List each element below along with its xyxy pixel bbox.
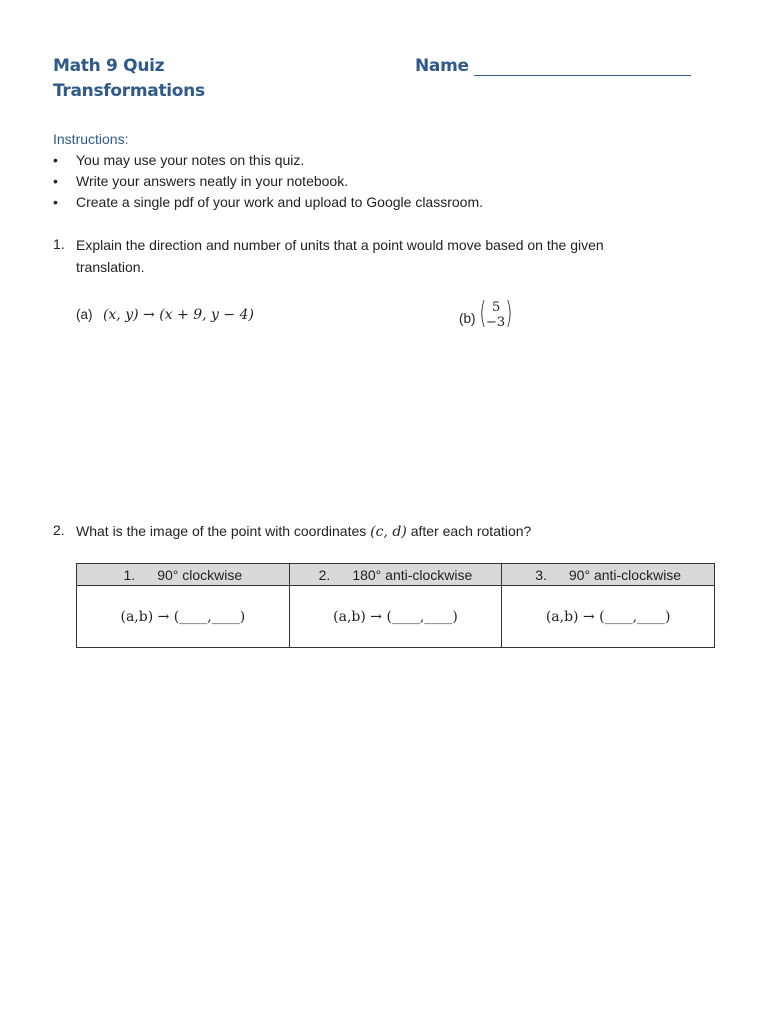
list-item: • Write your answers neatly in your notebook.	[53, 171, 733, 192]
quiz-subtitle: Transformations	[53, 81, 205, 101]
name-field	[415, 56, 691, 76]
header-label: 180° anti-clockwise	[352, 566, 473, 583]
table-cell: (a,b) → (____,____)	[77, 586, 290, 648]
part-b-label: (b)	[459, 311, 476, 326]
header-label: 90° clockwise	[157, 566, 243, 583]
part-a-math: (x, y) → (x + 9, y − 4)	[102, 307, 254, 323]
name-label: Name	[415, 56, 469, 76]
vector-left-paren: (	[479, 296, 487, 331]
question-2-text-before: What is the image of the point with coordinates	[76, 523, 367, 539]
list-item: • You may use your notes on this quiz.	[53, 150, 733, 171]
header-number: 2.	[318, 566, 331, 583]
question-2-text	[76, 520, 736, 543]
vector-bottom-value: −3	[485, 315, 506, 330]
list-item: • Create a single pdf of your work and upload to Google classroom.	[53, 192, 733, 213]
rotation-table	[76, 563, 715, 648]
table-header-cell	[289, 564, 502, 586]
header-number: 1.	[123, 566, 136, 583]
table-header-cell	[77, 564, 290, 586]
instructions-list	[53, 150, 733, 213]
question-1-line-2: translation.	[76, 259, 145, 275]
header-label: 90° anti-clockwise	[568, 566, 682, 583]
table-cell: (a,b) → (____,____)	[289, 586, 502, 648]
part-a-label: (a)	[76, 307, 93, 322]
part-a	[76, 306, 254, 324]
name-blank-line	[474, 60, 691, 76]
question-1-text	[76, 234, 736, 278]
vector-right-paren: )	[505, 296, 513, 331]
header-number: 3.	[535, 566, 547, 583]
part-b	[459, 296, 513, 337]
vector-top-value: 5	[491, 300, 501, 315]
question-2-coords: (c, d)	[370, 524, 407, 540]
question-1-line-1: Explain the direction and number of units that a point would move based on the given	[76, 237, 604, 253]
question-1-number: 1.	[53, 236, 65, 252]
table-row	[77, 586, 715, 648]
table-header-row	[77, 564, 715, 586]
question-2-text-after: after each rotation?	[410, 523, 532, 539]
instructions-label: Instructions:	[53, 131, 129, 147]
question-2-number: 2.	[53, 522, 65, 538]
part-b-vector	[479, 296, 513, 332]
quiz-title: Math 9 Quiz	[53, 56, 165, 76]
table-header-cell	[502, 564, 715, 586]
table-cell: (a,b) → (____,____)	[502, 586, 715, 648]
